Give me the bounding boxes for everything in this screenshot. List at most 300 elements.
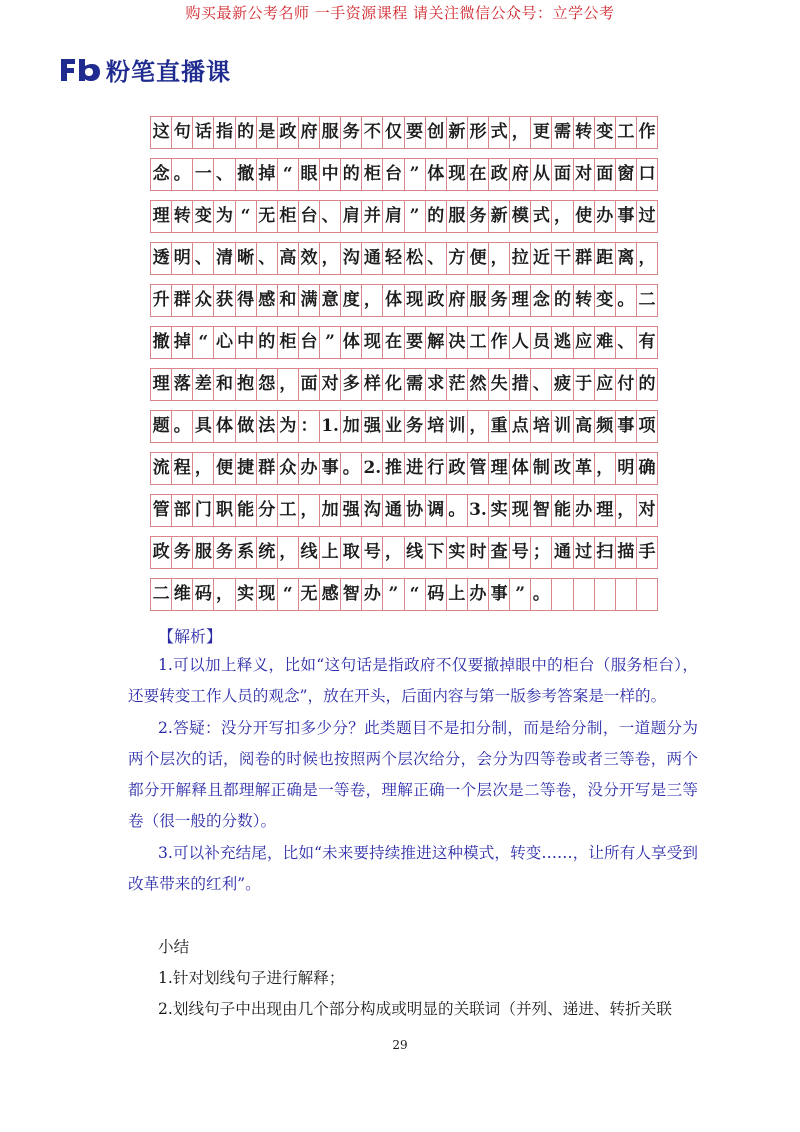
- sheet-cell: 服: [320, 117, 341, 148]
- sheet-cell: 升: [150, 285, 172, 316]
- sheet-cell: 的: [257, 327, 278, 358]
- sheet-cell: 掉: [257, 159, 278, 190]
- sheet-cell: 这: [150, 117, 172, 148]
- sheet-cell: 和: [278, 285, 299, 316]
- sheet-cell: “: [193, 327, 214, 358]
- sheet-cell: 决: [447, 327, 468, 358]
- sheet-row: [150, 158, 658, 191]
- sheet-cell: 训: [447, 411, 468, 442]
- page-number: 29: [392, 1038, 408, 1052]
- sheet-cell: 做: [236, 411, 257, 442]
- sheet-cell: 、: [426, 243, 447, 274]
- sheet-cell: 务: [468, 201, 489, 232]
- sheet-cell: 话: [193, 117, 214, 148]
- sheet-cell: 台: [299, 327, 320, 358]
- summary-item-2: 2.划线句子中出现由几个部分构成或明显的关联词（并列、递进、转折关联: [158, 1000, 672, 1018]
- sheet-cell: 为: [278, 411, 299, 442]
- sheet-cell: 政: [150, 537, 172, 568]
- sheet-cell: 频: [595, 411, 616, 442]
- sheet-cell: 点: [510, 411, 531, 442]
- sheet-cell: 现: [257, 579, 278, 610]
- sheet-cell: 府: [447, 285, 468, 316]
- sheet-cell: 应: [595, 369, 616, 400]
- sheet-cell: 法: [257, 411, 278, 442]
- sheet-cell: 行: [426, 453, 447, 484]
- sheet-cell: 理: [489, 453, 510, 484]
- sheet-cell: 便: [468, 243, 489, 274]
- sheet-cell: ，: [383, 537, 404, 568]
- sheet-cell: 务: [405, 411, 426, 442]
- sheet-row: [150, 536, 658, 569]
- sheet-cell: 上: [447, 579, 468, 610]
- sheet-row: [150, 494, 658, 527]
- sheet-cell: ，: [320, 243, 341, 274]
- sheet-cell: “: [278, 159, 299, 190]
- sheet-cell: 府: [510, 159, 531, 190]
- sheet-cell: 、: [214, 159, 235, 190]
- sheet-cell: 应: [574, 327, 595, 358]
- sheet-cell: 满: [299, 285, 320, 316]
- sheet-cell: 流: [150, 453, 172, 484]
- sheet-cell: 对: [637, 495, 658, 526]
- sheet-cell: 办: [362, 579, 383, 610]
- sheet-cell: ，: [299, 495, 320, 526]
- sheet-cell: 窗: [616, 159, 637, 190]
- sheet-cell: 实: [236, 579, 257, 610]
- sheet-cell: 得: [236, 285, 257, 316]
- sheet-row: [150, 200, 658, 233]
- sheet-cell: 现: [510, 495, 531, 526]
- sheet-cell: 管: [468, 453, 489, 484]
- sheet-cell: 训: [552, 411, 573, 442]
- sheet-cell: 转: [574, 285, 595, 316]
- sheet-cell: 便: [214, 453, 235, 484]
- analysis-paragraph-3: 3.可以补充结尾，比如“未来要持续推进这种模式，转变……，让所有人享受到改革带来的红利”。: [128, 844, 698, 893]
- sheet-cell: 通: [362, 243, 383, 274]
- sheet-cell: 扫: [595, 537, 616, 568]
- sheet-row: [150, 242, 658, 275]
- brand-name: 粉笔直播课: [106, 57, 231, 86]
- sheet-cell: 理: [595, 495, 616, 526]
- sheet-cell: [574, 579, 595, 610]
- sheet-cell: 中: [236, 327, 257, 358]
- sheet-cell: 能: [236, 495, 257, 526]
- sheet-cell: 需: [405, 369, 426, 400]
- sheet-cell: 政: [278, 117, 299, 148]
- sheet-cell: 线: [405, 537, 426, 568]
- sheet-cell: ，: [362, 285, 383, 316]
- sheet-cell: 1.: [320, 411, 341, 442]
- sheet-cell: 撤: [150, 327, 172, 358]
- summary-item-1: 1.针对划线句子进行解释；: [158, 969, 345, 987]
- sheet-cell: 离: [616, 243, 637, 274]
- sheet-cell: 过: [574, 537, 595, 568]
- sheet-cell: 。: [172, 159, 193, 190]
- sheet-cell: 群: [574, 243, 595, 274]
- sheet-cell: 系: [236, 537, 257, 568]
- sheet-cell: ，: [278, 537, 299, 568]
- sheet-cell: 肩: [383, 201, 404, 232]
- sheet-cell: 政: [489, 159, 510, 190]
- sheet-cell: 效: [299, 243, 320, 274]
- sheet-cell: 部: [172, 495, 193, 526]
- sheet-cell: 。: [531, 579, 552, 610]
- sheet-cell: 口: [637, 159, 658, 190]
- sheet-cell: 意: [320, 285, 341, 316]
- sheet-cell: 政: [426, 285, 447, 316]
- sheet-cell: 工: [616, 117, 637, 148]
- sheet-cell: [552, 579, 573, 610]
- sheet-row: [150, 284, 658, 317]
- sheet-cell: ：: [299, 411, 320, 442]
- sheet-cell: ”: [383, 579, 404, 610]
- sheet-cell: 和: [214, 369, 235, 400]
- sheet-cell: 创: [426, 117, 447, 148]
- sheet-cell: 式: [531, 201, 552, 232]
- sheet-row: [150, 326, 658, 359]
- sheet-cell: 无: [299, 579, 320, 610]
- sheet-cell: 于: [574, 369, 595, 400]
- sheet-cell: 号: [362, 537, 383, 568]
- sheet-cell: 、: [257, 243, 278, 274]
- sheet-cell: 方: [447, 243, 468, 274]
- sheet-cell: 现: [447, 159, 468, 190]
- sheet-cell: 众: [278, 453, 299, 484]
- sheet-cell: 事: [616, 411, 637, 442]
- sheet-cell: 体: [426, 159, 447, 190]
- sheet-cell: 透: [150, 243, 172, 274]
- sheet-cell: 制: [531, 453, 552, 484]
- sheet-cell: 群: [257, 453, 278, 484]
- sheet-cell: 拉: [510, 243, 531, 274]
- sheet-cell: 维: [172, 579, 193, 610]
- sheet-cell: 抱: [236, 369, 257, 400]
- sheet-cell: 捷: [236, 453, 257, 484]
- sheet-cell: 更: [531, 117, 552, 148]
- sheet-cell: 手: [637, 537, 658, 568]
- sheet-cell: 、: [616, 327, 637, 358]
- sheet-cell: 智: [531, 495, 552, 526]
- sheet-cell: 眼: [299, 159, 320, 190]
- sheet-cell: 沟: [362, 495, 383, 526]
- sheet-cell: 统: [257, 537, 278, 568]
- sheet-cell: ，: [637, 243, 658, 274]
- sheet-cell: 不: [362, 117, 383, 148]
- sheet-cell: 服: [468, 285, 489, 316]
- analysis-paragraph-2: 2.答疑：没分开写扣多少分？此类题目不是扣分制，而是给分制，一道题分为两个层次的话，阅卷的时候也按照两个层次给分，会分为四等卷或者三等卷，两个都分开解释且都理解正确是一等卷，理解正确一个层次是二等卷，没分开写是三等卷（很一般的分数）。: [128, 719, 698, 830]
- sheet-cell: 的: [637, 369, 658, 400]
- sheet-cell: 办: [595, 201, 616, 232]
- sheet-cell: 号: [510, 537, 531, 568]
- sheet-cell: 二: [637, 285, 658, 316]
- sheet-cell: 需: [552, 117, 573, 148]
- sheet-cell: ，: [489, 243, 510, 274]
- sheet-cell: 事: [320, 453, 341, 484]
- sheet-cell: 多: [341, 369, 362, 400]
- sheet-cell: 感: [257, 285, 278, 316]
- sheet-cell: 化: [383, 369, 404, 400]
- sheet-cell: 措: [510, 369, 531, 400]
- sheet-cell: 加: [320, 495, 341, 526]
- sheet-cell: 晰: [236, 243, 257, 274]
- sheet-cell: 要: [405, 327, 426, 358]
- sheet-cell: [637, 579, 658, 610]
- sheet-cell: 变: [595, 285, 616, 316]
- sheet-cell: 撤: [236, 159, 257, 190]
- sheet-cell: 落: [172, 369, 193, 400]
- sheet-cell: 柜: [278, 327, 299, 358]
- sheet-cell: 柜: [362, 159, 383, 190]
- sheet-cell: 、: [193, 243, 214, 274]
- sheet-cell: 务: [214, 537, 235, 568]
- sheet-cell: ，: [510, 117, 531, 148]
- sheet-cell: 明: [172, 243, 193, 274]
- sheet-cell: 、: [531, 369, 552, 400]
- sheet-cell: 柜: [278, 201, 299, 232]
- sheet-cell: 高: [278, 243, 299, 274]
- sheet-cell: 重: [489, 411, 510, 442]
- sheet-cell: ，: [278, 369, 299, 400]
- sheet-cell: 清: [214, 243, 235, 274]
- sheet-cell: 具: [193, 411, 214, 442]
- sheet-cell: 失: [489, 369, 510, 400]
- sheet-cell: 怨: [257, 369, 278, 400]
- sheet-cell: 。: [447, 495, 468, 526]
- sheet-cell: 实: [489, 495, 510, 526]
- sheet-cell: 变: [193, 201, 214, 232]
- sheet-cell: 高: [574, 411, 595, 442]
- sheet-cell: 体: [383, 285, 404, 316]
- sheet-row: [150, 116, 658, 149]
- sheet-cell: 作: [489, 327, 510, 358]
- sheet-cell: 管: [150, 495, 172, 526]
- sheet-cell: 近: [531, 243, 552, 274]
- sheet-row: [150, 452, 658, 485]
- sheet-cell: 码: [426, 579, 447, 610]
- sheet-cell: 面: [552, 159, 573, 190]
- sheet-cell: 题: [150, 411, 172, 442]
- sheet-cell: 职: [214, 495, 235, 526]
- sheet-cell: 仅: [383, 117, 404, 148]
- sheet-cell: 事: [489, 579, 510, 610]
- sheet-cell: ，: [552, 201, 573, 232]
- sheet-cell: 办: [299, 453, 320, 484]
- sheet-cell: 政: [447, 453, 468, 484]
- sheet-cell: ”: [320, 327, 341, 358]
- sheet-cell: 取: [341, 537, 362, 568]
- sheet-cell: 务: [172, 537, 193, 568]
- analysis-label: 【解析】: [158, 627, 223, 646]
- sheet-cell: 工: [278, 495, 299, 526]
- sheet-cell: 线: [299, 537, 320, 568]
- sheet-cell: 解: [426, 327, 447, 358]
- sheet-cell: 从: [531, 159, 552, 190]
- sheet-cell: “: [278, 579, 299, 610]
- sheet-cell: 式: [489, 117, 510, 148]
- sheet-cell: 在: [383, 327, 404, 358]
- sheet-cell: 并: [362, 201, 383, 232]
- sheet-cell: 无: [257, 201, 278, 232]
- sheet-cell: 人: [510, 327, 531, 358]
- sheet-cell: 求: [426, 369, 447, 400]
- sheet-cell: 疲: [552, 369, 573, 400]
- sheet-cell: 分: [257, 495, 278, 526]
- sheet-cell: 指: [214, 117, 235, 148]
- sheet-cell: 使: [574, 201, 595, 232]
- sheet-cell: ；: [531, 537, 552, 568]
- sheet-cell: 转: [574, 117, 595, 148]
- sheet-cell: 体: [510, 453, 531, 484]
- fb-logo-icon: [58, 55, 100, 83]
- sheet-cell: 协: [405, 495, 426, 526]
- sheet-cell: 的: [236, 117, 257, 148]
- sheet-cell: 培: [426, 411, 447, 442]
- sheet-cell: 时: [468, 537, 489, 568]
- sheet-cell: 3.: [468, 495, 489, 526]
- sheet-cell: 员: [531, 327, 552, 358]
- sheet-cell: 、: [320, 201, 341, 232]
- sheet-cell: 。: [616, 285, 637, 316]
- sheet-cell: 逃: [552, 327, 573, 358]
- sheet-cell: 上: [320, 537, 341, 568]
- sheet-cell: 现: [405, 285, 426, 316]
- sheet-row: [150, 578, 658, 611]
- sheet-cell: ”: [405, 159, 426, 190]
- sheet-cell: 过: [637, 201, 658, 232]
- sheet-cell: 。: [172, 411, 193, 442]
- sheet-cell: 然: [468, 369, 489, 400]
- sheet-cell: 明: [616, 453, 637, 484]
- sheet-cell: 距: [595, 243, 616, 274]
- sheet-cell: 推: [383, 453, 404, 484]
- sheet-cell: 的: [426, 201, 447, 232]
- sheet-cell: 理: [150, 369, 172, 400]
- sheet-cell: 下: [426, 537, 447, 568]
- sheet-cell: ，: [595, 453, 616, 484]
- sheet-cell: ”: [510, 579, 531, 610]
- sheet-cell: 要: [405, 117, 426, 148]
- sheet-cell: 理: [510, 285, 531, 316]
- sheet-cell: 务: [341, 117, 362, 148]
- sheet-cell: 面: [595, 159, 616, 190]
- sheet-cell: 一: [193, 159, 214, 190]
- sheet-cell: 改: [552, 453, 573, 484]
- sheet-cell: 茫: [447, 369, 468, 400]
- sheet-cell: 中: [320, 159, 341, 190]
- sheet-cell: ，: [193, 453, 214, 484]
- sheet-cell: 服: [193, 537, 214, 568]
- sheet-cell: 的: [552, 285, 573, 316]
- sheet-cell: [616, 579, 637, 610]
- sheet-cell: 体: [341, 327, 362, 358]
- sheet-cell: 调: [426, 495, 447, 526]
- sheet-cell: 付: [616, 369, 637, 400]
- sheet-cell: 强: [341, 495, 362, 526]
- sheet-cell: 现: [362, 327, 383, 358]
- sheet-cell: 办: [574, 495, 595, 526]
- sheet-cell: 在: [468, 159, 489, 190]
- sheet-cell: 难: [595, 327, 616, 358]
- sheet-cell: 形: [468, 117, 489, 148]
- sheet-cell: ，: [616, 495, 637, 526]
- sheet-cell: 为: [214, 201, 235, 232]
- sheet-cell: 念: [150, 159, 172, 190]
- sheet-cell: 进: [405, 453, 426, 484]
- sheet-cell: 门: [193, 495, 214, 526]
- sheet-cell: 转: [172, 201, 193, 232]
- sheet-cell: 轻: [383, 243, 404, 274]
- summary-title: 小结: [158, 938, 190, 956]
- sheet-cell: 新: [489, 201, 510, 232]
- sheet-cell: 。: [341, 453, 362, 484]
- sheet-cell: 2.: [362, 453, 383, 484]
- sheet-cell: 培: [531, 411, 552, 442]
- sheet-cell: 通: [383, 495, 404, 526]
- sheet-cell: 项: [637, 411, 658, 442]
- sheet-cell: 务: [489, 285, 510, 316]
- sheet-cell: 的: [341, 159, 362, 190]
- brand-logo: [58, 52, 231, 86]
- sheet-cell: 群: [172, 285, 193, 316]
- sheet-cell: 句: [172, 117, 193, 148]
- promo-banner: 购买最新公考名师 一手资源课程 请关注微信公众号：立学公考: [185, 4, 615, 22]
- sheet-cell: 新: [447, 117, 468, 148]
- sheet-cell: 差: [193, 369, 214, 400]
- sheet-cell: 对: [574, 159, 595, 190]
- sheet-cell: 体: [214, 411, 235, 442]
- sheet-cell: 感: [320, 579, 341, 610]
- sheet-cell: ，: [214, 579, 235, 610]
- sheet-cell: 革: [574, 453, 595, 484]
- sheet-row: [150, 410, 658, 443]
- sheet-cell: 有: [637, 327, 658, 358]
- sheet-cell: “: [405, 579, 426, 610]
- sheet-cell: 强: [362, 411, 383, 442]
- sheet-cell: 查: [489, 537, 510, 568]
- sheet-cell: 念: [531, 285, 552, 316]
- sheet-cell: 是: [257, 117, 278, 148]
- sheet-cell: 干: [552, 243, 573, 274]
- sheet-cell: 服: [447, 201, 468, 232]
- sheet-cell: 肩: [341, 201, 362, 232]
- sheet-cell: 众: [193, 285, 214, 316]
- sheet-cell: 松: [405, 243, 426, 274]
- sheet-cell: 办: [468, 579, 489, 610]
- sheet-cell: 台: [383, 159, 404, 190]
- sheet-cell: 实: [447, 537, 468, 568]
- sheet-cell: 码: [193, 579, 214, 610]
- sheet-cell: 加: [341, 411, 362, 442]
- sheet-cell: 模: [510, 201, 531, 232]
- sheet-cell: 描: [616, 537, 637, 568]
- sheet-cell: 获: [214, 285, 235, 316]
- sheet-cell: 能: [552, 495, 573, 526]
- sheet-cell: 通: [552, 537, 573, 568]
- sheet-cell: 二: [150, 579, 172, 610]
- sheet-cell: 府: [299, 117, 320, 148]
- sheet-cell: “: [236, 201, 257, 232]
- sheet-cell: 面: [299, 369, 320, 400]
- sheet-cell: 理: [150, 201, 172, 232]
- sheet-cell: 心: [214, 327, 235, 358]
- handwritten-answer-sheet: [150, 104, 658, 609]
- sheet-cell: 事: [616, 201, 637, 232]
- sheet-cell: 智: [341, 579, 362, 610]
- sheet-row: [150, 368, 658, 401]
- sheet-cell: ”: [405, 201, 426, 232]
- sheet-cell: 确: [637, 453, 658, 484]
- sheet-cell: 沟: [341, 243, 362, 274]
